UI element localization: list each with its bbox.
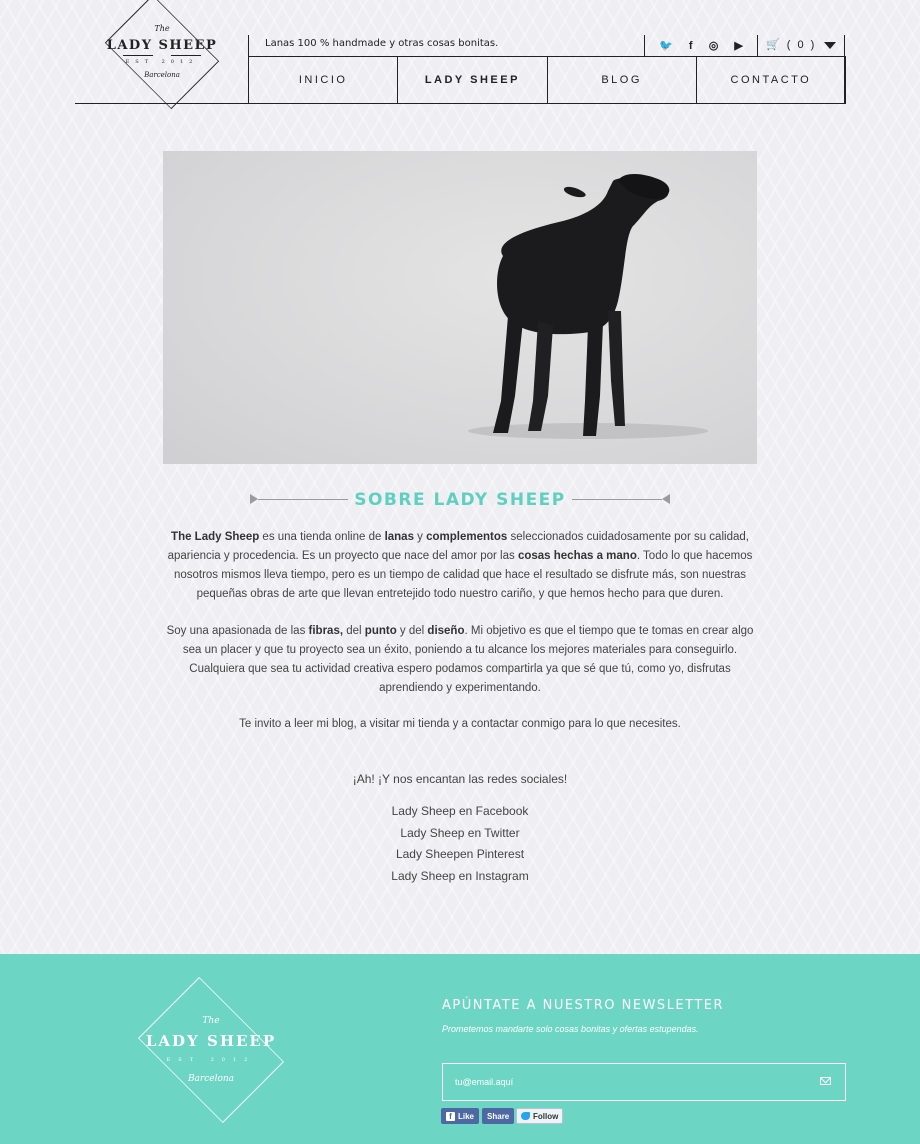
logo-the: The	[202, 1016, 220, 1026]
logo-est: EST 2012	[166, 1057, 256, 1063]
about-paragraph-2	[163, 622, 757, 698]
text: y	[413, 531, 427, 543]
logo-divider	[171, 55, 201, 56]
about-paragraph-1	[163, 528, 757, 604]
logo-city: Barcelona	[187, 1074, 235, 1084]
site-header	[75, 0, 846, 104]
bold-text: complementos	[426, 531, 508, 543]
twitter-follow-button[interactable]	[516, 1108, 563, 1124]
text: seleccionados cuidadosamente por su calidad, apariencia y procedencia. Es un proyecto que nace del amor por las	[167, 531, 749, 562]
bold-text: punto	[364, 625, 397, 637]
twitter-icon[interactable]: 🐦	[659, 39, 673, 52]
fb-like-label: Like	[458, 1111, 475, 1121]
bold-text: cosas hechas a mano	[517, 550, 637, 562]
text: y del	[396, 625, 428, 637]
link-instagram[interactable]: Lady Sheep en Instagram	[391, 869, 529, 883]
logo-diamond	[138, 977, 284, 1123]
nav-lady-sheep[interactable]: LADY SHEEP	[398, 57, 547, 104]
twitter-icon	[521, 1112, 530, 1120]
bold-text: fibras,	[308, 625, 344, 637]
cart-button[interactable]: 🛒 ( 0 )	[766, 39, 817, 51]
logo-est: EST 2012	[125, 59, 199, 65]
fb-like-button[interactable]	[441, 1108, 479, 1124]
mail-icon[interactable]	[820, 1077, 831, 1085]
logo-divider	[123, 55, 153, 56]
black-lamb-illustration	[163, 151, 757, 464]
text: . Mi objetivo es que el tiempo que te tomas en crear algo sea un placer y que tu proyecto sea un éxito, poniendo a tu alcance los mejores materiales para conseguirlo. Cualquiera que sea tu actividad creativa espero podamos compartirla ya que sé que tú, como yo, disfrutas aprendiendo y experimentando.	[182, 625, 754, 694]
newsletter-subtitle: Prometemos mandarte solo cosas bonitas y ofertas estupendas.	[442, 1024, 699, 1034]
site-logo[interactable]	[95, 4, 229, 100]
logo-name: LADY SHEEP	[145, 1032, 277, 1050]
text: es una tienda online de	[259, 531, 385, 543]
section-title: SOBRE LADY SHEEP	[354, 490, 566, 510]
link-pinterest[interactable]: Lady Sheepen Pinterest	[395, 847, 525, 861]
newsletter-form	[442, 1063, 846, 1101]
tagline: Lanas 100 % handmade y otras cosas bonitas.	[265, 38, 499, 49]
nav-blog[interactable]: BLOG	[548, 57, 697, 104]
bold-text: lanas	[384, 531, 414, 543]
email-field[interactable]	[443, 1064, 803, 1099]
social-intro: ¡Ah! ¡Y nos encantan las redes sociales!	[352, 772, 568, 786]
logo-diamond	[105, 0, 219, 109]
site-footer	[0, 954, 920, 1144]
about-paragraph-3: Te invito a leer mi blog, a visitar mi tienda y a contactar conmigo para lo que necesites.	[239, 718, 681, 730]
instagram-icon[interactable]: ◎	[708, 39, 719, 52]
link-twitter[interactable]: Lady Sheep en Twitter	[400, 826, 520, 840]
nav-contacto[interactable]: CONTACTO	[697, 57, 846, 104]
facebook-icon: f	[446, 1112, 455, 1121]
newsletter-title: APÚNTATE A NUESTRO NEWSLETTER	[442, 998, 725, 1013]
chevron-down-icon[interactable]	[824, 42, 836, 49]
text: Soy una apasionada de las	[166, 625, 309, 637]
text: . Todo lo que hacemos nosotros mismos lleva tiempo, pero es un tiempo de calidad que hace el resultado se disfrute más, son nuestras pequeñas obras de arte que llevan entretejido todo nuestro cariño, y que hemos hecho para que duren.	[173, 550, 753, 600]
hero-image	[163, 151, 757, 464]
text: del	[343, 625, 365, 637]
link-facebook[interactable]: Lady Sheep en Facebook	[391, 804, 529, 818]
header-top-row	[248, 35, 846, 57]
bold-text: The Lady Sheep	[171, 531, 260, 543]
youtube-icon[interactable]: ▶	[734, 39, 743, 52]
logo-the: The	[154, 24, 170, 33]
facebook-icon[interactable]: f	[688, 39, 693, 52]
bold-text: diseño	[427, 625, 465, 637]
header-social-icons	[644, 35, 758, 57]
logo-city: Barcelona	[144, 71, 180, 79]
logo-name: LADY SHEEP	[106, 38, 218, 53]
main-nav	[248, 57, 846, 104]
fb-share-button[interactable]: Share	[482, 1108, 514, 1124]
footer-logo[interactable]	[126, 990, 296, 1110]
nav-inicio[interactable]: INICIO	[249, 57, 398, 104]
tw-follow-label: Follow	[533, 1111, 559, 1121]
facebook-buttons	[441, 1108, 514, 1124]
